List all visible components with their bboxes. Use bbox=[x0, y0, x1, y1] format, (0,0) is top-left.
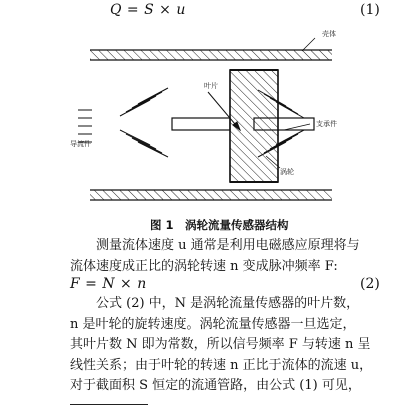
paragraph-1-line-2: 流体速度成正比的涡轮转速 n 变成脉冲频率 F: bbox=[70, 258, 338, 274]
label-guide: 导流件 bbox=[70, 140, 91, 148]
figure-caption: 图 1 涡轮流量传感器结构 bbox=[150, 218, 289, 232]
housing-top bbox=[90, 50, 332, 60]
equation-2: F = N × n bbox=[70, 276, 147, 292]
footnote-divider bbox=[70, 404, 148, 405]
paragraph-2-line-5: 对于截面积 S 恒定的流通管路，由公式 (1) 可见， bbox=[70, 378, 361, 393]
guide-vanes bbox=[78, 110, 92, 142]
housing-bottom bbox=[90, 190, 332, 200]
label-turbine: 涡轮 bbox=[280, 168, 294, 176]
label-support: 支承件 bbox=[316, 120, 337, 128]
equation-1: Q = S × u bbox=[110, 2, 186, 18]
left-support bbox=[120, 88, 168, 157]
label-housing: 壳体 bbox=[322, 30, 336, 38]
paragraph-2-line-2: n 是叶轮的旋转速度。涡轮流量传感器一旦选定， bbox=[70, 316, 356, 332]
housing-leader bbox=[302, 38, 315, 51]
paragraph-2-line-3: 其叶片数 N 即为常数，所以信号频率 F 与转速 n 呈 bbox=[70, 337, 371, 352]
turbine-sensor-diagram bbox=[70, 22, 350, 214]
paragraph-2-line-4: 线性关系；由于叶轮的转速 n 正比于流体的流速 u， bbox=[70, 357, 373, 373]
paragraph-2-line-1: 公式 (2) 中，N 是涡轮流量传感器的叶片数， bbox=[96, 296, 360, 311]
left-shaft bbox=[172, 118, 230, 130]
paragraph-1 bbox=[70, 236, 405, 277]
paragraph-1-line-1: 测量流体速度 u 通常是利用电磁感应原理将与 bbox=[96, 238, 360, 253]
equation-2-number: (2) bbox=[360, 276, 380, 292]
paragraph-2 bbox=[70, 294, 405, 397]
label-blade: 叶片 bbox=[204, 82, 218, 90]
equation-1-number: (1) bbox=[360, 2, 380, 18]
